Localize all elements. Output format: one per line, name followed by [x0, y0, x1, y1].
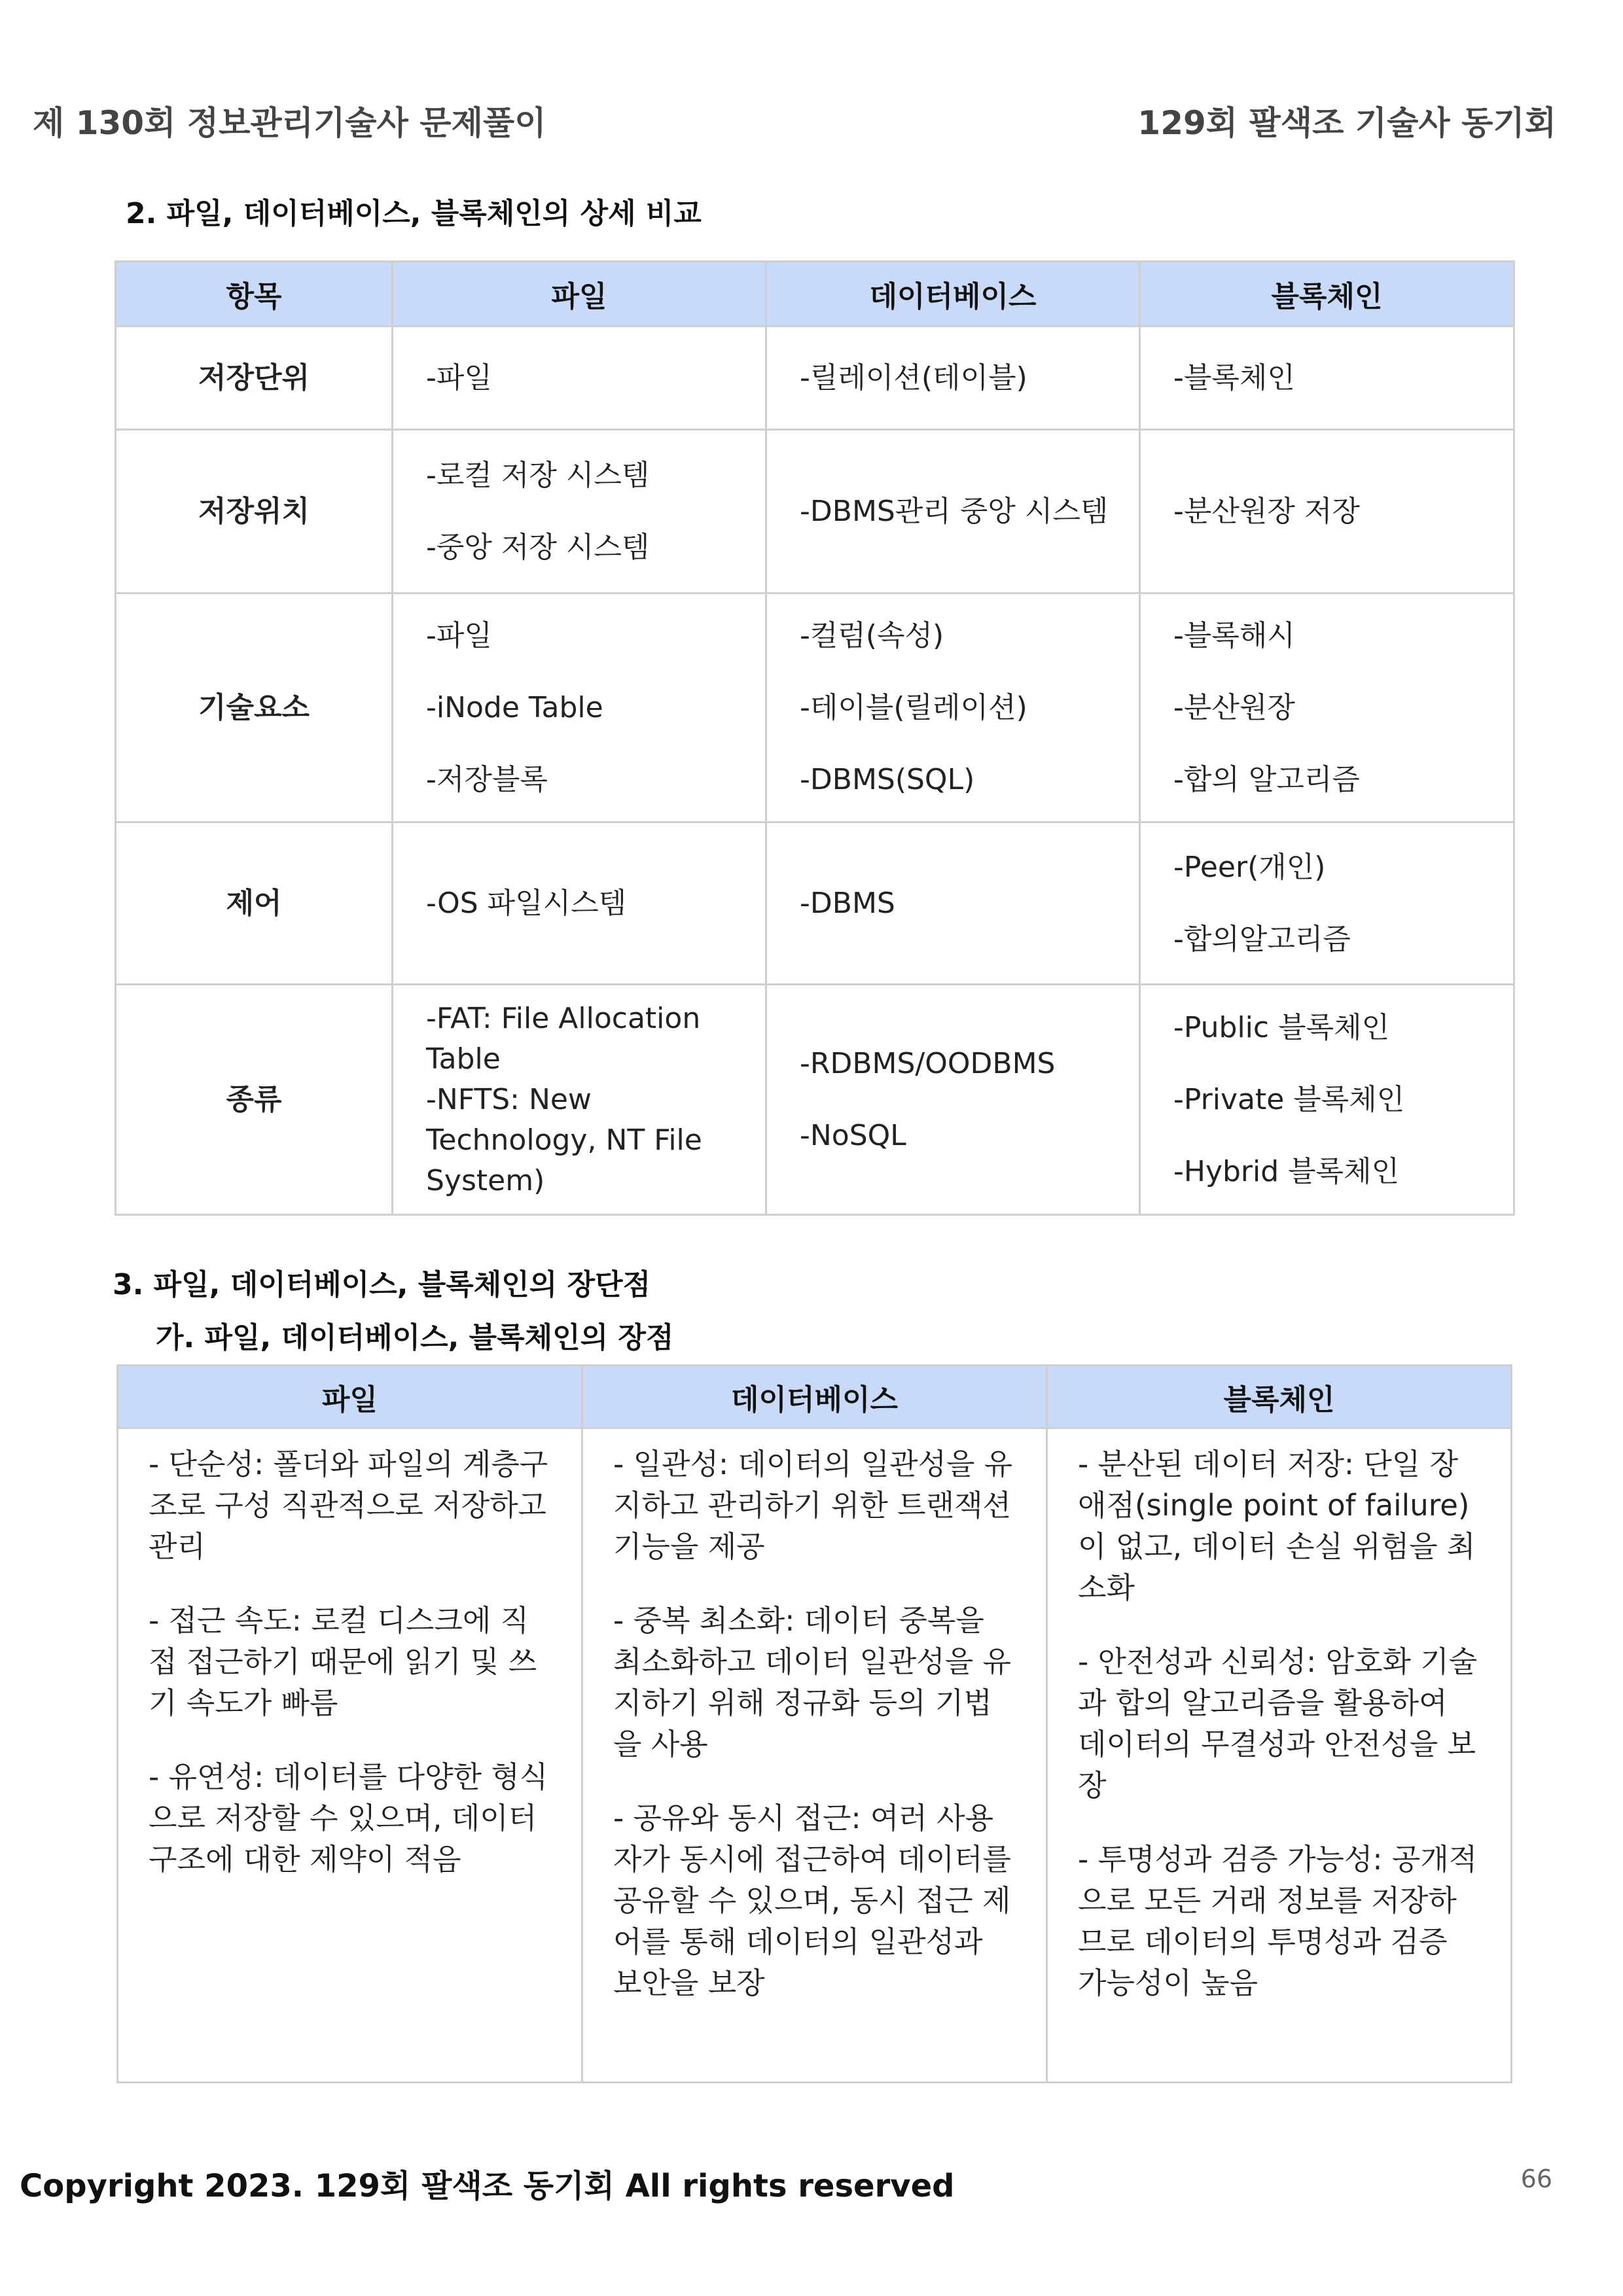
advantage-item: - 공유와 동시 접근: 여러 사용자가 동시에 접근하여 데이터를 공유할 수 있으며, 동시 접근 제어를 통해 데이터의 일관성과 보안을 보장: [613, 1801, 1012, 2000]
cell-blockchain: [1140, 593, 1514, 822]
cell-line: -블록체인: [1173, 361, 1295, 395]
advantage-item: - 단순성: 폴더와 파일의 계층구조로 구성 직관적으로 저장하고 관리: [149, 1447, 548, 1564]
cell-file-advantages: [118, 1428, 582, 2083]
cell-line: -중앙 저장 시스템: [426, 530, 650, 564]
cell-blockchain: [1140, 430, 1514, 593]
cell-database: [766, 822, 1140, 985]
table-row: [118, 1428, 1512, 2083]
cell-line: -파일: [426, 361, 492, 395]
cell-blockchain-advantages: [1047, 1428, 1512, 2083]
header-right-title: 129회 팔색조 기술사 동기회: [1137, 104, 1556, 142]
cell-line: -테이블(릴레이션): [800, 690, 1027, 724]
advantage-item: - 투명성과 검증 가능성: 공개적으로 모든 거래 정보를 저장하므로 데이터의 투명성과 검증 가능성이 높음: [1078, 1842, 1478, 2000]
cell-line: -Peer(개인): [1173, 850, 1326, 884]
cell-database: [766, 593, 1140, 822]
cell-line: -Private 블록체인: [1173, 1082, 1405, 1116]
table-row: [116, 593, 1514, 822]
cell-file: [393, 327, 766, 430]
col-header-file: 파일: [118, 1366, 582, 1428]
table-row: [116, 985, 1514, 1215]
cell-line: -DBMS: [800, 886, 895, 920]
row-label-storage-location: 저장위치: [116, 430, 393, 593]
cell-line: -분산원장: [1173, 690, 1295, 724]
cell-line: -저장블록: [426, 762, 548, 796]
cell-blockchain: [1140, 822, 1514, 985]
cell-database: [766, 430, 1140, 593]
advantage-item: - 일관성: 데이터의 일관성을 유지하고 관리하기 위한 트랜잭션 기능을 제공: [613, 1447, 1013, 1564]
cell-line: -DBMS(SQL): [800, 762, 975, 796]
cell-line: -NFTS: New Technology, NT File System): [426, 1082, 702, 1197]
cell-line: -컬럼(속성): [800, 618, 944, 652]
advantage-item: - 분산된 데이터 저장: 단일 장애점(single point of failure)이 없고, 데이터 손실 위험을 최소화: [1078, 1447, 1476, 1605]
table-row: [116, 327, 1514, 430]
cell-line: -iNode Table: [426, 690, 603, 724]
comparison-table: [115, 260, 1515, 1216]
table-row: [116, 430, 1514, 593]
cell-database-advantages: [582, 1428, 1047, 2083]
row-label-storage-unit: 저장단위: [116, 327, 393, 430]
section-3-subtitle: 가. 파일, 데이터베이스, 블록체인의 장점: [156, 1321, 674, 1354]
cell-file: [393, 822, 766, 985]
col-header-blockchain: 블록체인: [1140, 262, 1514, 327]
col-header-file: 파일: [393, 262, 766, 327]
section-2-title: 2. 파일, 데이터베이스, 블록체인의 상세 비교: [126, 197, 702, 230]
cell-line: -합의알고리즘: [1173, 922, 1351, 956]
cell-line: -FAT: File Allocation Table: [426, 1001, 701, 1076]
advantage-item: - 유연성: 데이터를 다양한 형식으로 저장할 수 있으며, 데이터 구조에 대한 제약이 적음: [149, 1759, 548, 1877]
footer-copyright: Copyright 2023. 129회 팔색조 동기회 All rights reserved: [20, 2168, 955, 2204]
cell-line: -DBMS관리 중앙 시스템: [800, 494, 1109, 528]
cell-line: -분산원장 저장: [1173, 494, 1360, 528]
cell-line: -OS 파일시스템: [426, 886, 627, 920]
comparison-header-row: [116, 262, 1514, 327]
col-header-database: 데이터베이스: [582, 1366, 1047, 1428]
col-header-database: 데이터베이스: [766, 262, 1140, 327]
table-row: [116, 822, 1514, 985]
row-label-tech-elements: 기술요소: [116, 593, 393, 822]
cell-blockchain: [1140, 327, 1514, 430]
cell-database: [766, 985, 1140, 1215]
advantages-table: [116, 1364, 1512, 2083]
cell-database: [766, 327, 1140, 430]
header-left-title: 제 130회 정보관리기술사 문제풀이: [33, 104, 546, 142]
cell-line: -릴레이션(테이블): [800, 361, 1027, 395]
page-number: 66: [1520, 2164, 1552, 2193]
row-label-types: 종류: [116, 985, 393, 1215]
cell-line: -Hybrid 블록체인: [1173, 1154, 1400, 1188]
cell-line: -파일: [426, 618, 492, 652]
advantage-item: - 중복 최소화: 데이터 중복을 최소화하고 데이터 일관성을 유지하기 위해 정규화 등의 기법을 사용: [613, 1603, 1012, 1761]
cell-blockchain: [1140, 985, 1514, 1215]
cell-file: [393, 985, 766, 1215]
cell-line: -RDBMS/OODBMS: [800, 1046, 1056, 1080]
cell-line: -합의 알고리즘: [1173, 762, 1360, 796]
advantage-item: - 안전성과 신뢰성: 암호화 기술과 합의 알고리즘을 활용하여 데이터의 무결성과 안전성을 보장: [1078, 1644, 1478, 1803]
cell-file: [393, 430, 766, 593]
cell-line: -Public 블록체인: [1173, 1010, 1390, 1044]
cell-line: -로컬 저장 시스템: [426, 458, 650, 492]
row-label-control: 제어: [116, 822, 393, 985]
col-header-blockchain: 블록체인: [1047, 1366, 1512, 1428]
advantage-item: - 접근 속도: 로컬 디스크에 직접 접근하기 때문에 읽기 및 쓰기 속도가 빠름: [149, 1603, 537, 1720]
cell-line: -블록해시: [1173, 618, 1295, 652]
advantages-header-row: [118, 1366, 1512, 1428]
cell-file: [393, 593, 766, 822]
col-header-item: 항목: [116, 262, 393, 327]
section-3-title: 3. 파일, 데이터베이스, 블록체인의 장단점: [113, 1268, 651, 1301]
cell-line: -NoSQL: [800, 1118, 906, 1152]
